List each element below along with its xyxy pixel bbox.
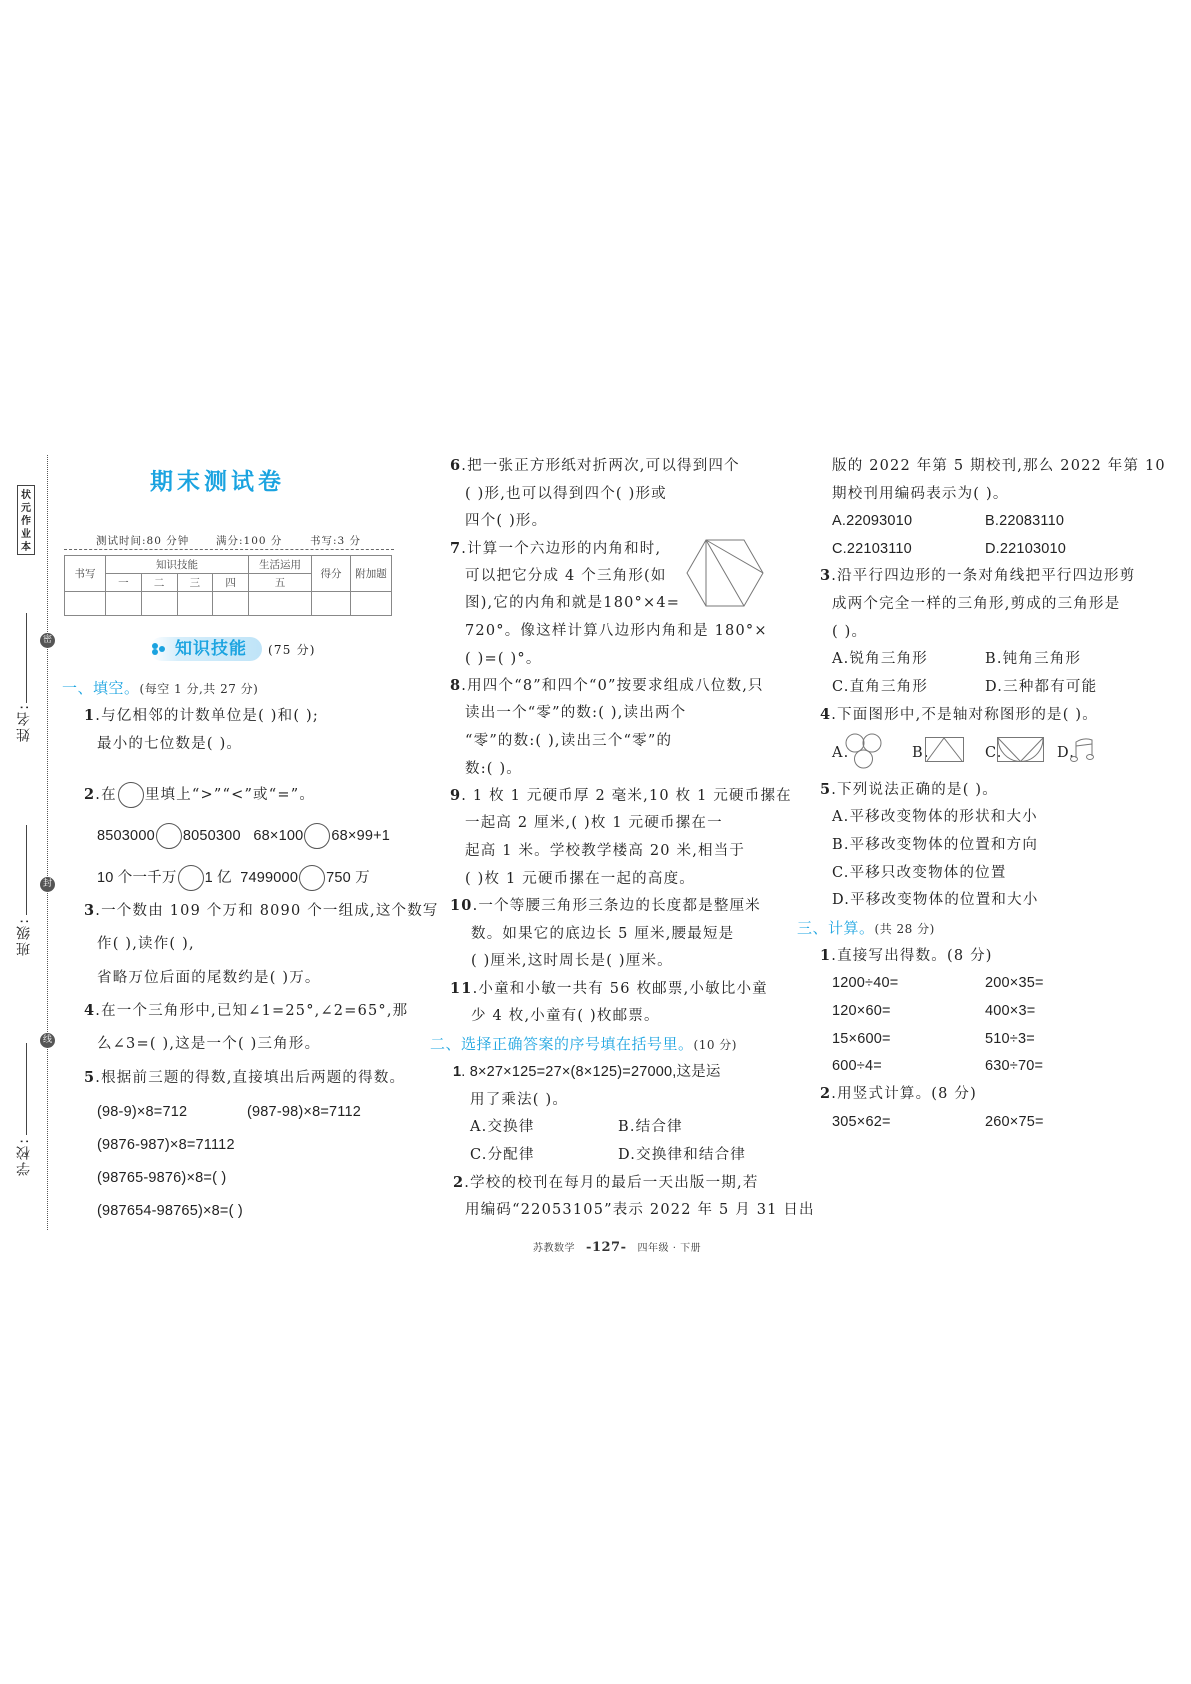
full-score: 满分:100 分 xyxy=(216,535,283,547)
cell-3[interactable] xyxy=(177,592,213,616)
cell-writing[interactable] xyxy=(65,592,106,616)
q11-line1: 11.小童和小敏一共有 56 枚邮票,小敏比小童 xyxy=(450,980,768,997)
name-underline xyxy=(26,613,27,703)
school-underline xyxy=(26,1043,27,1135)
p2q1-line2: 用了乘法( )。 xyxy=(470,1092,569,1108)
p2q4-optA-label[interactable]: A. xyxy=(832,745,850,761)
binding-dotted-line xyxy=(47,455,48,1230)
q8-line1: 8.用四个“8”和四个“0”按要求组成八位数,只 xyxy=(450,677,764,694)
p2q2-optA[interactable]: A.22093010 xyxy=(832,513,913,529)
q5-line1: 5.根据前三题的得数,直接填出后两题的得数。 xyxy=(84,1069,406,1086)
q3-line3: 省略万位后面的尾数约是( )万。 xyxy=(97,970,321,986)
p2q2-line3: 版的 2022 年第 5 期校刊,那么 2022 年第 10 xyxy=(832,458,1166,474)
part3-heading: 三、计算。(共 28 分) xyxy=(797,919,935,937)
q10-line1: 10.一个等腰三角形三条边的长度都是整厘米 xyxy=(450,897,762,914)
q1-line1: 1.与亿相邻的计数单位是( )和( ); xyxy=(84,707,319,724)
q6-line2: ( )形,也可以得到四个( )形或 xyxy=(465,486,667,502)
p2q3-line1: 3.沿平行四边形的一条对角线把平行四边形剪 xyxy=(820,567,1136,584)
q5-eq3: (9876-987)×8=71112 xyxy=(97,1137,235,1153)
calc-item: 400×3= xyxy=(985,1003,1036,1019)
answer-circle[interactable] xyxy=(299,865,325,891)
q6-line1: 6.把一张正方形纸对折两次,可以得到四个 xyxy=(450,457,740,474)
rect-triangle-icon[interactable] xyxy=(925,737,965,763)
p2q2-line2: 用编码“22053105”表示 2022 年 5 月 31 日出 xyxy=(465,1202,815,1218)
p2q5-optD[interactable]: D.平移改变物体的位置和大小 xyxy=(832,892,1039,908)
p2q2-line4: 期校刊用编码表示为( )。 xyxy=(832,486,1009,502)
rect-arcs-icon[interactable] xyxy=(997,737,1045,763)
p2q4-line1: 4.下面图形中,不是轴对称图形的是( )。 xyxy=(820,706,1098,723)
q7-line2: 可以把它分成 4 个三角形(如 xyxy=(465,568,667,584)
q9-line4: ( )枚 1 元硬币摞在一起的高度。 xyxy=(465,871,695,887)
p2q4-optB-label[interactable]: B. xyxy=(912,745,930,761)
school-label: 学校: xyxy=(16,1137,32,1176)
p2q5-line1: 5.下列说法正确的是( )。 xyxy=(820,781,998,798)
vertical-calc-item: 305×62= xyxy=(832,1114,891,1130)
music-note-icon[interactable] xyxy=(1070,736,1096,764)
cell-1[interactable] xyxy=(106,592,142,616)
part1-heading: 一、填空。(每空 1 分,共 27 分) xyxy=(62,679,259,697)
col-3: 三 xyxy=(177,574,213,592)
calc-item: 120×60= xyxy=(832,1003,891,1019)
p2q1-optB[interactable]: B.结合律 xyxy=(618,1119,683,1135)
p2q2-line1: 2.学校的校刊在每月的最后一天出版一期,若 xyxy=(453,1174,759,1191)
score-table xyxy=(64,555,392,616)
name-label: 姓名: xyxy=(16,703,32,742)
col-score: 得分 xyxy=(312,556,351,592)
p2q5-optA[interactable]: A.平移改变物体的形状和大小 xyxy=(832,809,1038,825)
cell-2[interactable] xyxy=(141,592,177,616)
p2q1-line1: 1. 8×27×125=27×(8×125)=27000,这是运 xyxy=(453,1064,721,1080)
answer-circle[interactable] xyxy=(304,823,330,849)
q2-line1: 2.在 里填上“>”“<”或“=”。 xyxy=(84,782,315,808)
calc-item: 200×35= xyxy=(985,975,1044,991)
calc-item: 630÷70= xyxy=(985,1058,1044,1074)
calc-item: 510÷3= xyxy=(985,1031,1035,1047)
cell-bonus[interactable] xyxy=(351,592,392,616)
class-label: 班级: xyxy=(16,917,32,956)
q7-line5: ( )=( )°。 xyxy=(465,651,542,667)
q2-row1: 8503000 8050300 68×100 68×99+1 xyxy=(97,823,390,849)
class-underline xyxy=(26,825,27,915)
q8-line2: 读出一个“零”的数:( ),读出两个 xyxy=(465,705,687,721)
p2q3-optD[interactable]: D.三种都有可能 xyxy=(985,679,1098,695)
col-2: 二 xyxy=(141,574,177,592)
compare-circle xyxy=(118,782,144,808)
q8-line4: 数:( )。 xyxy=(465,761,523,777)
calc-item: 600÷4= xyxy=(832,1058,882,1074)
test-time: 测试时间:80 分钟 xyxy=(96,535,190,547)
q1-line2: 最小的七位数是( )。 xyxy=(97,736,243,752)
q9-line2: 一起高 2 厘米,( )枚 1 元硬币摞在一 xyxy=(465,815,723,831)
brand-label: 状元作业本 xyxy=(17,485,35,555)
q2-row2: 10 个一千万 1 亿 7499000 750 万 xyxy=(97,865,370,891)
section-banner-points: (75 分) xyxy=(268,643,316,657)
q10-line2: 数。如果它的底边长 5 厘米,腰最短是 xyxy=(471,926,735,942)
col-writing: 书写 xyxy=(65,556,106,592)
seal-xian: 线 xyxy=(40,1033,55,1048)
p2q2-optD[interactable]: D.22103010 xyxy=(985,541,1067,557)
p2q3-optA[interactable]: A.锐角三角形 xyxy=(832,651,928,667)
q7-line4: 720°。像这样计算八边形内角和是 180°× xyxy=(465,623,768,639)
p2q4-optD-label[interactable]: D. xyxy=(1057,745,1076,761)
page-title: 期末测试卷 xyxy=(150,468,285,495)
p2q1-optD[interactable]: D.交换律和结合律 xyxy=(618,1147,747,1163)
dots-icon xyxy=(152,643,166,655)
p3q2-line1: 2.用竖式计算。(8 分) xyxy=(820,1085,977,1102)
cell-4[interactable] xyxy=(213,592,249,616)
q5-eq5: (987654-98765)×8=( ) xyxy=(97,1203,243,1219)
seal-feng: 封 xyxy=(40,877,55,892)
col-1: 一 xyxy=(106,574,142,592)
q9-line3: 起高 1 米。学校教学楼高 20 米,相当于 xyxy=(465,843,746,859)
answer-circle[interactable] xyxy=(178,865,204,891)
part2-heading: 二、选择正确答案的序号填在括号里。(10 分) xyxy=(430,1035,737,1053)
col-knowledge: 知识技能 xyxy=(106,556,249,574)
cell-5[interactable] xyxy=(249,592,312,616)
q4-line2: 么∠3=( ),这是一个( )三角形。 xyxy=(97,1036,321,1052)
p3q1-line1: 1.直接写出得数。(8 分) xyxy=(820,947,993,964)
hexagon-figure xyxy=(686,538,766,608)
col-4: 四 xyxy=(213,574,249,592)
q9-line1: 9. 1 枚 1 元硬币厚 2 毫米,10 枚 1 元硬币摞在 xyxy=(450,787,792,804)
vertical-calc-item: 260×75= xyxy=(985,1114,1044,1130)
col-bonus: 附加题 xyxy=(351,556,392,592)
writing-score: 书写:3 分 xyxy=(310,535,362,547)
q4-line1: 4.在一个三角形中,已知∠1=25°,∠2=65°,那 xyxy=(84,1002,409,1019)
q8-line3: “零”的数:( ),读出三个“零”的 xyxy=(465,733,673,749)
p2q3-line2: 成两个完全一样的三角形,剪成的三角形是 xyxy=(832,596,1121,612)
q10-line3: ( )厘米,这时周长是( )厘米。 xyxy=(471,953,673,969)
p2q1-optA[interactable]: A.交换律 xyxy=(470,1119,535,1135)
section-banner-label: 知识技能 xyxy=(175,639,247,659)
col-life: 生活运用 xyxy=(249,556,312,574)
q7-line1: 7.计算一个六边形的内角和时, xyxy=(450,540,662,557)
col-5: 五 xyxy=(249,574,312,592)
q11-line2: 少 4 枚,小童有( )枚邮票。 xyxy=(471,1008,660,1024)
p2q3-optC[interactable]: C.直角三角形 xyxy=(832,679,929,695)
p2q5-optB[interactable]: B.平移改变物体的位置和方向 xyxy=(832,837,1039,853)
calc-item: 15×600= xyxy=(832,1031,891,1047)
three-circles-icon[interactable] xyxy=(845,733,885,771)
p2q4-optC-label[interactable]: C. xyxy=(985,745,1003,761)
p2q2-optB[interactable]: B.22083110 xyxy=(985,513,1065,529)
seal-mi: 密 xyxy=(40,633,55,648)
q3-line2: 作( ),读作( ), xyxy=(97,936,195,952)
p2q1-optC[interactable]: C.分配律 xyxy=(470,1147,535,1163)
page-footer: 苏教数学 -127- 四年级 · 下册 xyxy=(533,1240,702,1255)
calc-item: 1200÷40= xyxy=(832,975,899,991)
p2q3-optB[interactable]: B.钝角三角形 xyxy=(985,651,1082,667)
q6-line3: 四个( )形。 xyxy=(465,513,548,529)
q5-eq1: (98-9)×8=712 xyxy=(97,1104,188,1120)
q5-eq2: (987-98)×8=7112 xyxy=(247,1104,361,1120)
answer-circle[interactable] xyxy=(156,823,182,849)
cell-score[interactable] xyxy=(312,592,351,616)
q3-line1: 3.一个数由 109 个万和 8090 个一组成,这个数写 xyxy=(84,902,439,919)
q5-eq4: (98765-9876)×8=( ) xyxy=(97,1170,227,1186)
q7-line3: 图),它的内角和就是180°×4= xyxy=(465,595,681,611)
p2q3-line3: ( )。 xyxy=(832,624,868,640)
p2q2-optC[interactable]: C.22103110 xyxy=(832,541,912,557)
p2q5-optC[interactable]: C.平移只改变物体的位置 xyxy=(832,865,1007,881)
header-divider xyxy=(64,549,394,550)
